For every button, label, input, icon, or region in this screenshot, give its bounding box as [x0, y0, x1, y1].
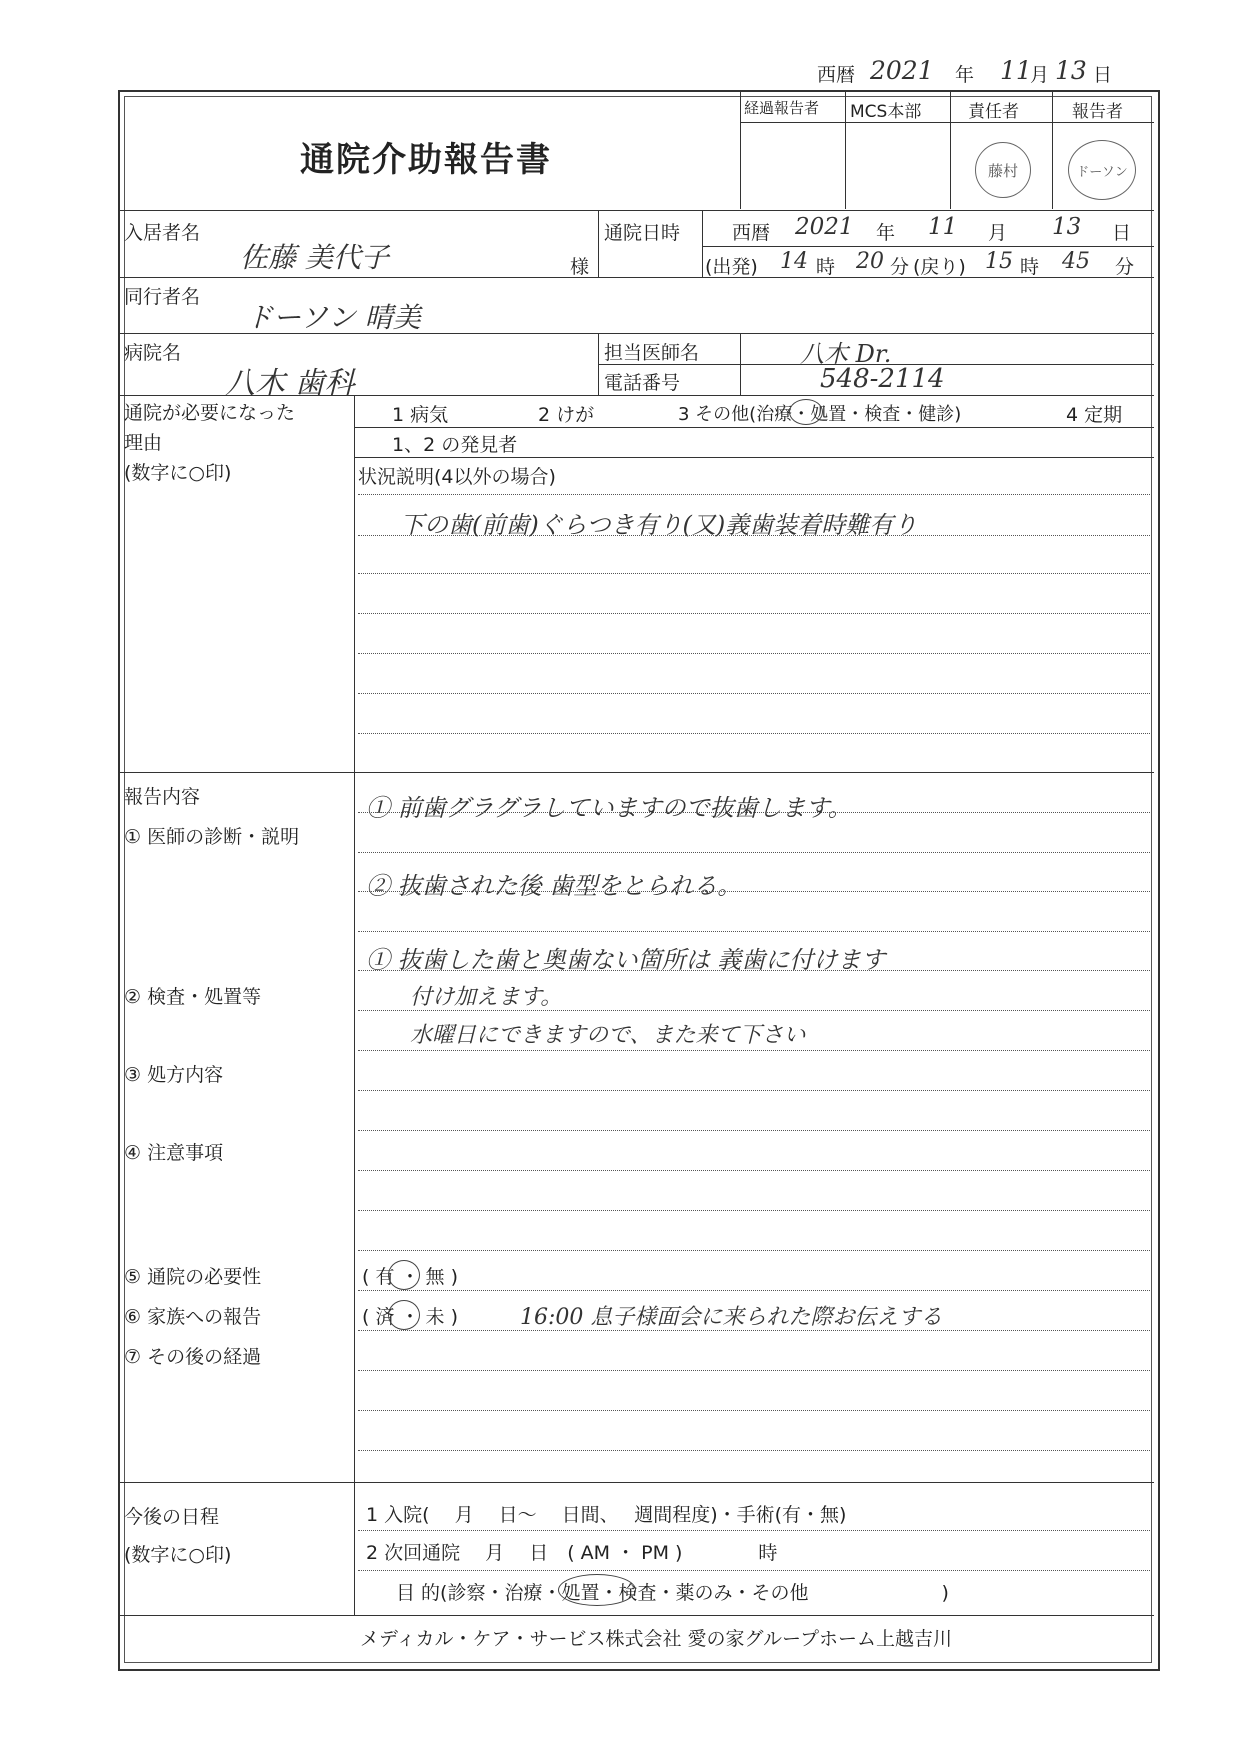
report-label: 報告内容: [124, 786, 201, 808]
phone-label: 電話番号: [604, 372, 681, 394]
companion-label: 同行者名: [124, 286, 201, 308]
depart-minute-unit: 分: [890, 256, 910, 278]
report-item-progress: ⑦ その後の経過: [124, 1346, 262, 1368]
date-prefix: 西暦: [817, 64, 856, 86]
diagnosis-line-1: ① 前歯グラグラしていますので抜歯します。: [366, 794, 852, 822]
visit-day: 13: [1052, 214, 1082, 240]
circle-mark-done: [388, 1300, 420, 1330]
date-month: 11: [1000, 56, 1032, 85]
circle-mark-yes: [388, 1260, 420, 1290]
approval-header-manager: 責任者: [968, 102, 1019, 122]
treatment-line-2: 付け加えます。: [410, 985, 563, 1010]
date-day: 13: [1055, 56, 1087, 85]
visit-label: 通院日時: [604, 222, 681, 244]
depart-hour: 14: [780, 249, 808, 274]
visit-month-unit: 月: [988, 222, 1008, 244]
reason-opt-other: 3 その他(治療・処置・検査・健診): [678, 404, 962, 425]
date-day-unit: 日: [1093, 64, 1113, 86]
reason-label-3: (数字に○印): [124, 462, 232, 484]
report-item-treatment: ② 検査・処置等: [124, 986, 262, 1008]
depart-label: (出発): [705, 256, 758, 278]
situation-label: 状況説明(4以外の場合): [358, 466, 556, 488]
date-month-unit: 月: [1030, 64, 1050, 86]
report-item-family: ⑥ 家族への報告: [124, 1306, 262, 1328]
visit-year-unit: 年: [876, 222, 896, 244]
report-item-prescription: ③ 処方内容: [124, 1064, 224, 1086]
schedule-label-2: (数字に○印): [124, 1544, 232, 1566]
reason-label-1: 通院が必要になった: [124, 402, 296, 424]
circle-mark-purpose-treatment: [558, 1574, 636, 1606]
manager-stamp: 藤村: [975, 142, 1031, 198]
resident-label: 入居者名: [124, 222, 201, 244]
approval-header-mcs: MCS本部: [850, 102, 922, 122]
report-item-diagnosis: ① 医師の診断・説明: [124, 826, 300, 848]
date-year-unit: 年: [955, 64, 975, 86]
reporter-stamp: ドーソン: [1068, 140, 1136, 200]
visit-day-unit: 日: [1112, 222, 1132, 244]
reason-opt-regular: 4 定期: [1066, 404, 1123, 426]
depart-minute: 20: [856, 249, 884, 274]
form-title: 通院介助報告書: [300, 140, 552, 180]
report-item-caution: ④ 注意事項: [124, 1142, 224, 1164]
footer-company: メディカル・ケア・サービス株式会社 愛の家グループホーム上越吉川: [360, 1628, 953, 1650]
reason-opt-illness: 1 病気: [392, 404, 449, 426]
date-year: 2021: [870, 56, 934, 85]
schedule-label: 今後の日程: [124, 1506, 220, 1528]
necessity-options: ( 有 ・ 無 ): [362, 1266, 458, 1288]
schedule-admission: 1 入院( 月 日〜 日間、 週間程度)・手術(有・無): [366, 1504, 847, 1526]
reason-opt-injury: 2 けが: [538, 404, 595, 426]
hospital-name: 八木 歯科: [225, 366, 355, 401]
return-hour-unit: 時: [1020, 256, 1040, 278]
phone-number: 548-2114: [820, 364, 945, 394]
visit-year: 2021: [795, 214, 854, 240]
doctor-name: 八木 Dr.: [800, 340, 892, 368]
depart-hour-unit: 時: [816, 256, 836, 278]
doctor-label: 担当医師名: [604, 342, 700, 364]
treatment-line-1: ① 抜歯した歯と奥歯ない箇所は 義歯に付けます: [366, 946, 886, 974]
companion-name: ドーソン 晴美: [245, 301, 421, 334]
circle-mark-treatment: [789, 399, 823, 425]
treatment-line-3: 水曜日にできますので、また来て下さい: [410, 1023, 806, 1048]
approval-header-reporter: 報告者: [1072, 102, 1123, 122]
return-minute: 45: [1062, 249, 1090, 274]
resident-name: 佐藤 美代子: [240, 241, 389, 274]
visit-era: 西暦: [732, 222, 771, 244]
return-hour: 15: [985, 249, 1013, 274]
finder-label: 1、2 の発見者: [392, 434, 518, 456]
return-label: (戻り): [913, 256, 966, 278]
reason-label-2: 理由: [124, 432, 163, 454]
return-minute-unit: 分: [1115, 256, 1135, 278]
family-options: ( 済 ・ 未 ): [362, 1306, 458, 1328]
schedule-next-visit: 2 次回通院 月 日 ( AM ・ PM ) 時: [366, 1542, 778, 1564]
family-note: 16:00 息子様面会に来られた際お伝えする: [520, 1305, 943, 1330]
diagnosis-line-2: ② 抜歯された後 歯型をとられる。: [366, 872, 742, 900]
visit-month: 11: [928, 214, 958, 240]
report-item-necessity: ⑤ 通院の必要性: [124, 1266, 262, 1288]
hospital-label: 病院名: [124, 342, 182, 364]
schedule-purpose: 目 的(診察・治療・処置・検査・薬のみ・その他 ): [396, 1582, 949, 1604]
situation-text: 下の歯(前歯)ぐらつき有り(又)義歯装着時難有り: [400, 511, 918, 539]
approval-header-progress: 経過報告者: [744, 99, 820, 117]
resident-suffix: 様: [570, 256, 590, 278]
